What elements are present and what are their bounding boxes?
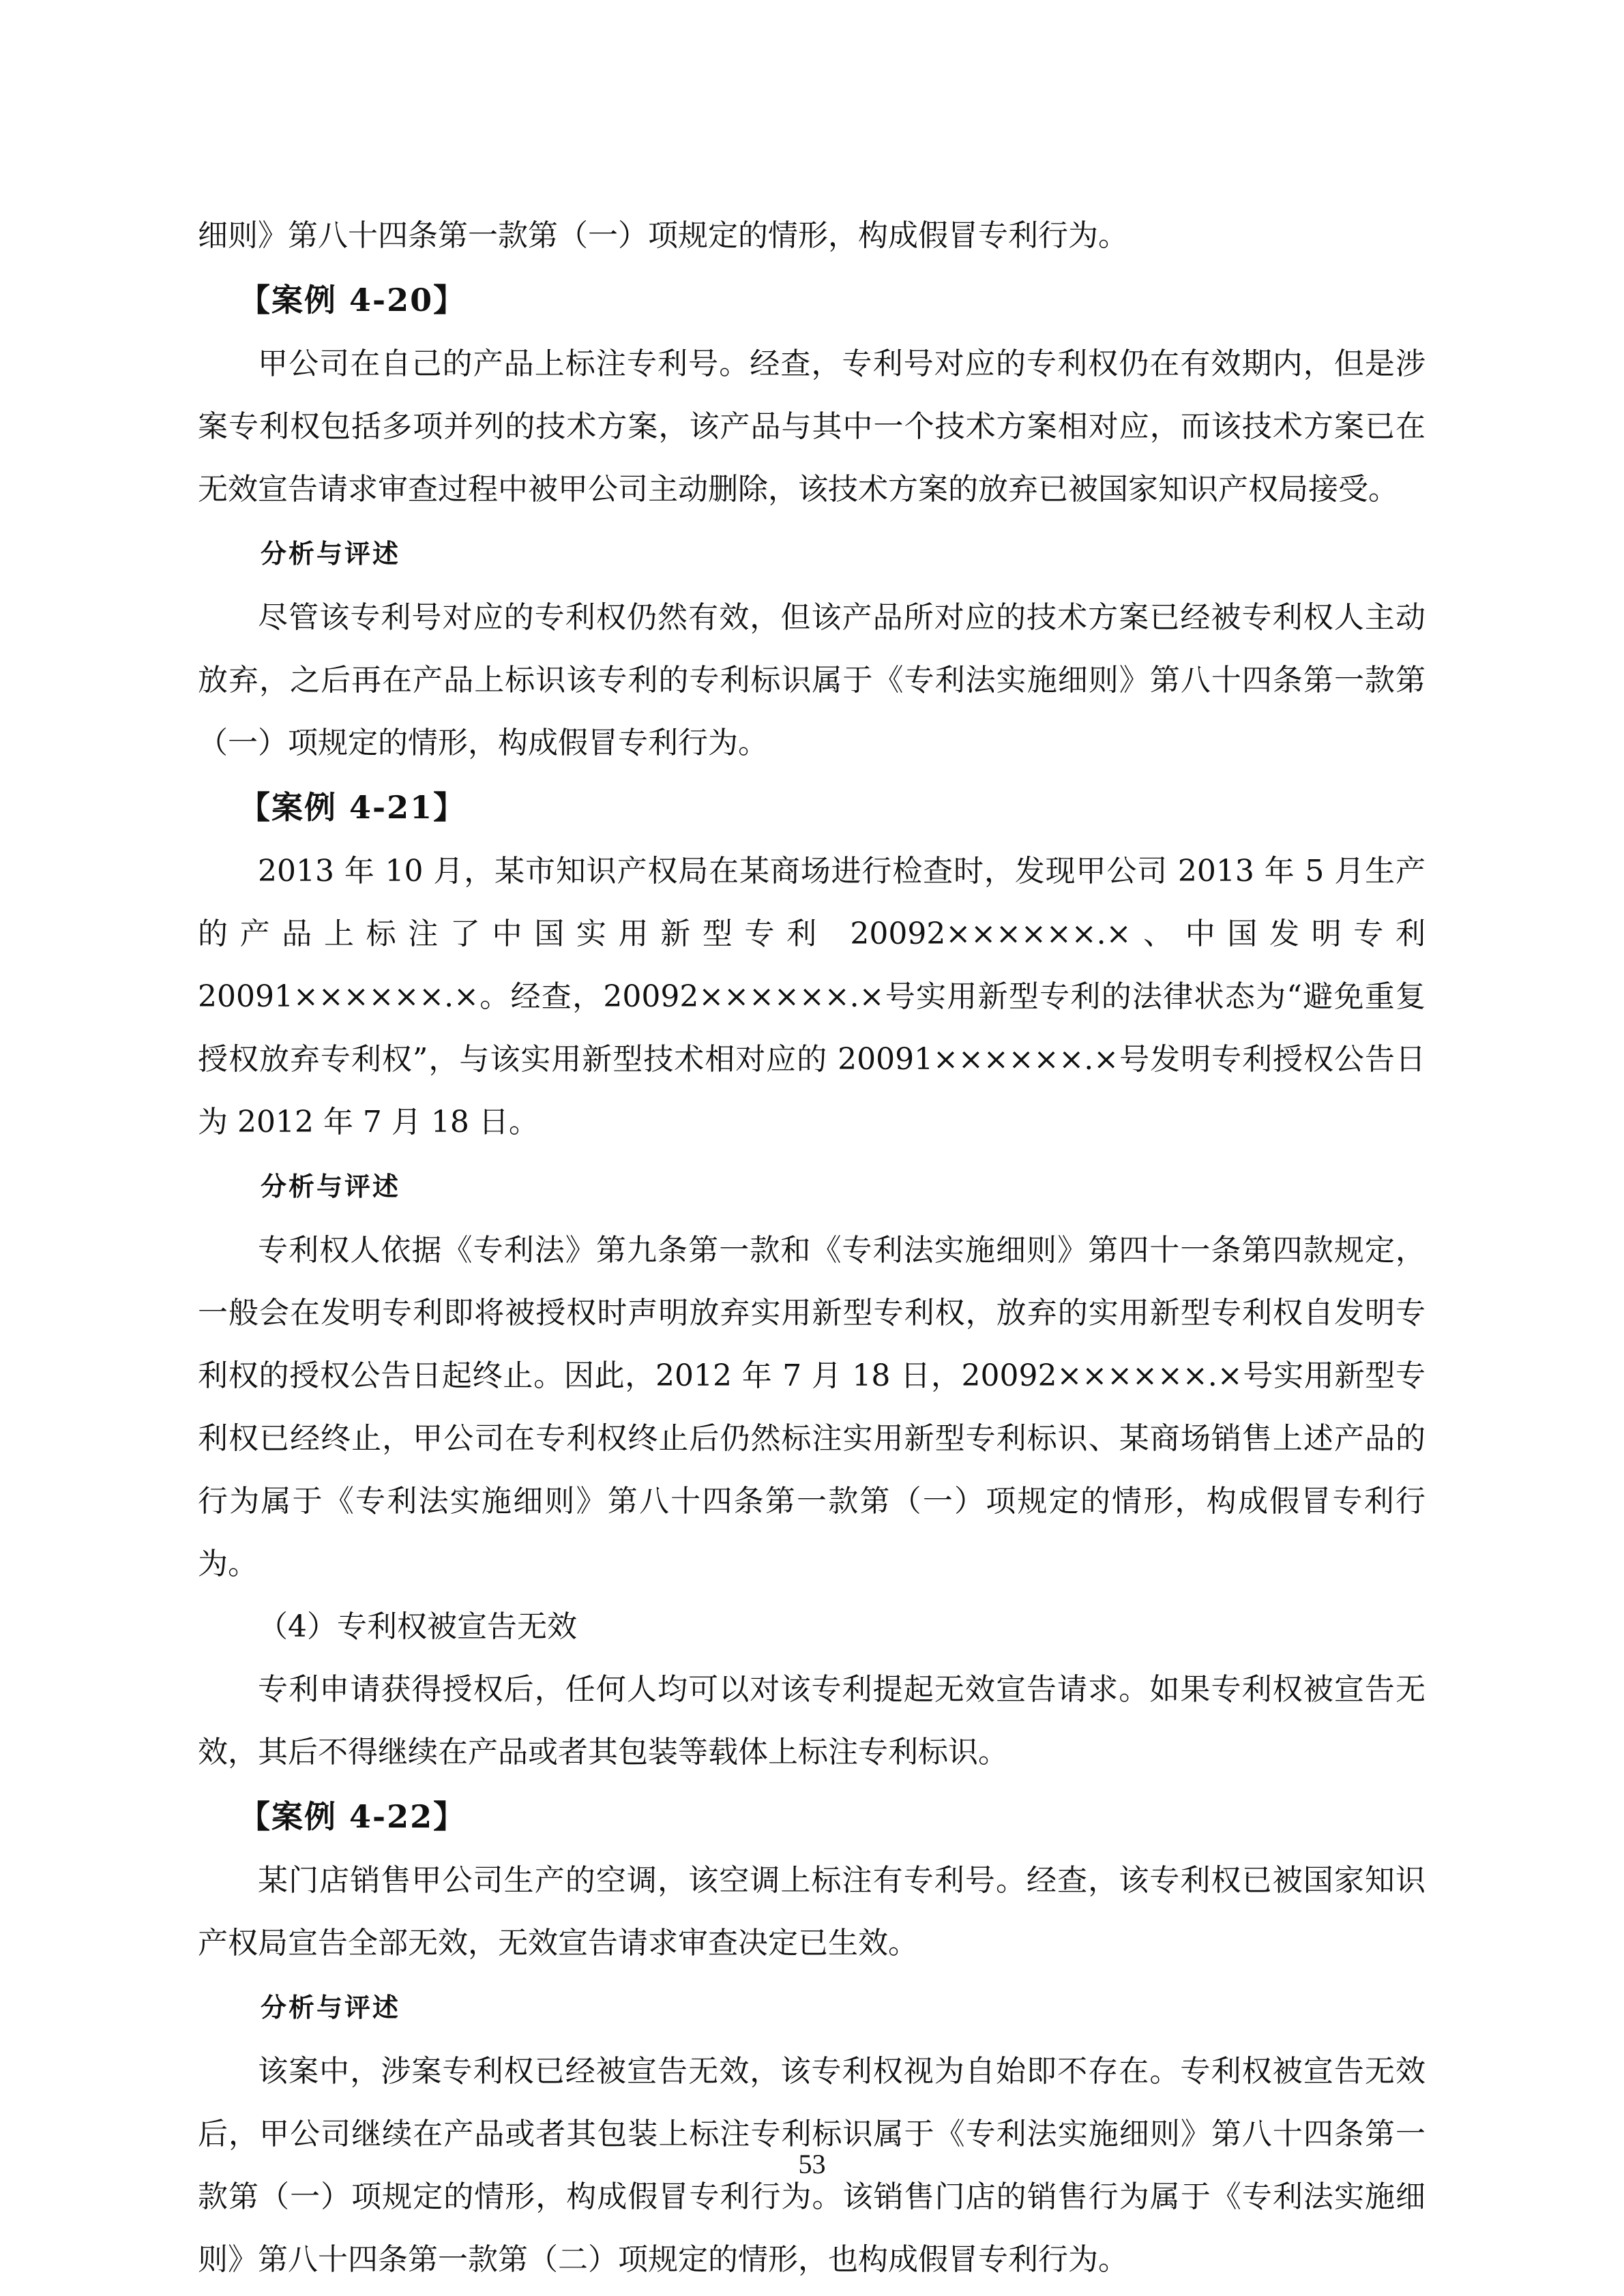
- case-4-20-analysis-heading: 分析与评述: [261, 538, 401, 569]
- paragraph-continuation: 细则》第八十四条第一款第（一）项规定的情形，构成假冒专利行为。: [198, 218, 1128, 253]
- case-4-22-analysis: 该案中，涉案专利权已经被宣告无效，该专利权视为自始即不存在。专利权被宣告无效后，甲公司继续在产品或者其包装上标注专利标识属于《专利法实施细则》第八十四条第一款第（一）项规定的情形，构成假冒专利行为。该销售门店的销售行为属于《专利法实施细则》第八十四条第一款第（二）项规定的情形，也构成假冒专利行为。: [198, 2054, 1426, 2277]
- section-4-heading: （4）专利权被宣告无效: [258, 1609, 577, 1644]
- case-4-20-title: 【案例 4-20】: [239, 282, 467, 318]
- page-content: [198, 205, 1426, 2291]
- section-4-body: 专利申请获得授权后，任何人均可以对该专利提起无效宣告请求。如果专利权被宣告无效，其后不得继续在产品或者其包装等载体上标注专利标识。: [198, 1672, 1426, 1770]
- case-4-22-body: 某门店销售甲公司生产的空调，该空调上标注有专利号。经查，该专利权已被国家知识产权局宣告全部无效，无效宣告请求审查决定已生效。: [198, 1863, 1426, 1960]
- page-number: 53: [798, 2149, 826, 2179]
- case-4-22-analysis-heading: 分析与评述: [261, 1992, 401, 2023]
- case-4-21-analysis-heading: 分析与评述: [261, 1171, 401, 1202]
- case-4-21-title: 【案例 4-21】: [239, 789, 467, 826]
- case-4-20-analysis: 尽管该专利号对应的专利权仍然有效，但该产品所对应的技术方案已经被专利权人主动放弃，之后再在产品上标识该专利的专利标识属于《专利法实施细则》第八十四条第一款第（一）项规定的情形，构成假冒专利行为。: [198, 600, 1426, 760]
- case-4-21-analysis: 专利权人依据《专利法》第九条第一款和《专利法实施细则》第四十一条第四款规定，一般会在发明专利即将被授权时声明放弃实用新型专利权，放弃的实用新型专利权自发明专利权的授权公告日起终止。因此，2012 年 7 月 18 日，20092××××××.×号实用新型专利权已经终止，甲公司在专利权终止后仍然标注实用新型专利标识、某商场销售上述产品的行为属于《专利法实施细则》第八十四条第一款第（一）项规定的情形，构成假冒专利行为。: [198, 1233, 1426, 1581]
- case-4-22-title: 【案例 4-22】: [239, 1798, 467, 1835]
- case-4-21-body: 2013 年 10 月，某市知识产权局在某商场进行检查时，发现甲公司 2013 年 5 月生产的产品上标注了中国实用新型专利 20092××××××.×、中国发明专利 20091××××××.×。经查，20092××××××.×号实用新型专利的法律状态为“避免重复授权放弃专利权”，与该实用新型技术相对应的 20091××××××.×号发明专利授权公告日为 2012 年 7 月 18 日。: [198, 854, 1426, 1139]
- case-4-20-body: 甲公司在自己的产品上标注专利号。经查，专利号对应的专利权仍在有效期内，但是涉案专利权包括多项并列的技术方案，该产品与其中一个技术方案相对应，而该技术方案已在无效宣告请求审查过程中被甲公司主动删除，该技术方案的放弃已被国家知识产权局接受。: [198, 346, 1426, 507]
